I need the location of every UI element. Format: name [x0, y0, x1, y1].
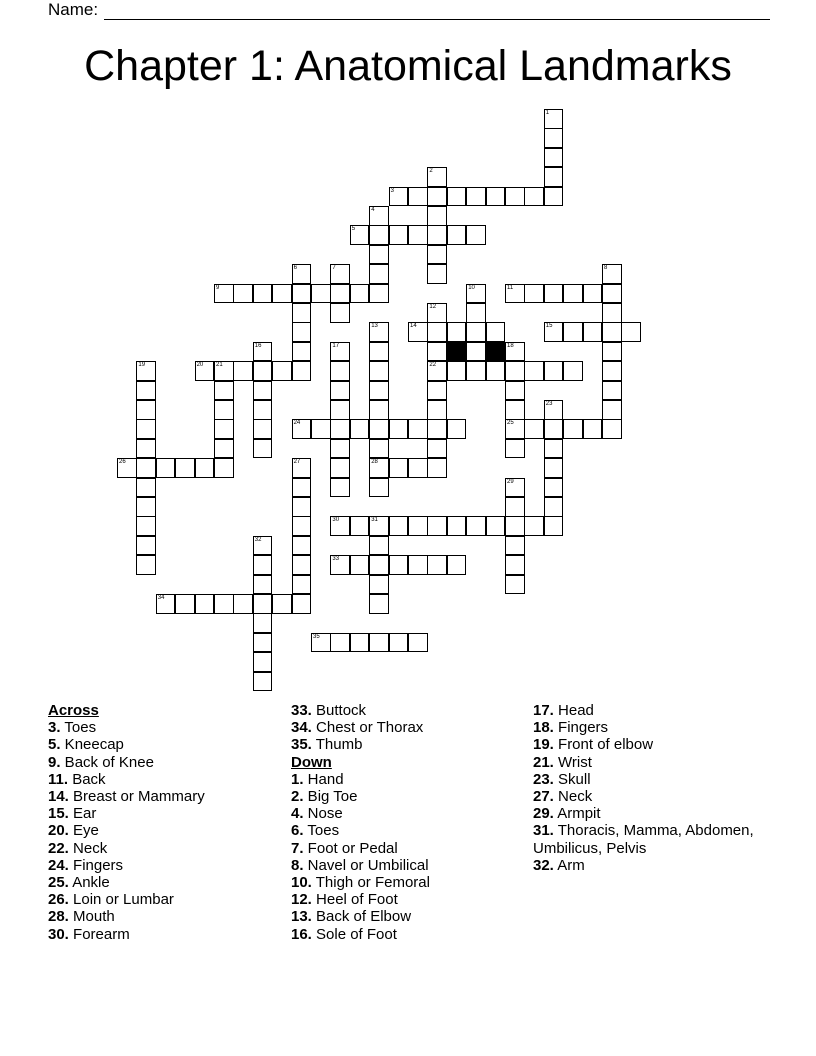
grid-cell[interactable]	[427, 322, 447, 342]
grid-cell[interactable]	[544, 419, 564, 439]
grid-cell[interactable]	[544, 439, 564, 459]
grid-cell[interactable]	[427, 381, 447, 401]
grid-cell[interactable]	[389, 516, 409, 536]
grid-cell[interactable]	[292, 575, 312, 595]
grid-cell[interactable]	[136, 478, 156, 498]
grid-cell[interactable]	[330, 400, 350, 420]
grid-cell[interactable]	[563, 322, 583, 342]
grid-cell[interactable]	[486, 322, 506, 342]
grid-cell[interactable]	[447, 419, 467, 439]
grid-cell[interactable]	[292, 419, 312, 439]
grid-cell[interactable]	[505, 536, 525, 556]
grid-cell[interactable]	[524, 419, 544, 439]
grid-cell[interactable]	[505, 187, 525, 207]
grid-cell[interactable]	[563, 361, 583, 381]
grid-cell[interactable]	[330, 458, 350, 478]
grid-cell[interactable]	[583, 322, 603, 342]
grid-cell[interactable]	[136, 497, 156, 517]
grid-cell[interactable]	[369, 594, 389, 614]
grid-cell[interactable]	[427, 555, 447, 575]
grid-cell[interactable]	[408, 555, 428, 575]
grid-cell[interactable]	[253, 575, 273, 595]
grid-cell[interactable]	[156, 594, 176, 614]
clue-across-33: 33. Buttock	[291, 702, 367, 719]
grid-cell[interactable]	[505, 497, 525, 517]
grid-cell[interactable]	[369, 264, 389, 284]
grid-cell[interactable]	[427, 342, 447, 362]
grid-cell[interactable]	[466, 361, 486, 381]
grid-cell[interactable]	[369, 458, 389, 478]
grid-cell[interactable]	[136, 458, 156, 478]
clue-down-13: 13. Back of Elbow	[291, 908, 412, 926]
grid-cell[interactable]	[427, 187, 447, 207]
grid-cell[interactable]	[350, 284, 370, 304]
grid-cell[interactable]	[233, 284, 253, 304]
page-title: Chapter 1: Anatomical Landmarks	[84, 42, 732, 90]
grid-cell[interactable]	[292, 303, 312, 323]
grid-cell[interactable]	[272, 361, 292, 381]
grid-cell[interactable]	[447, 361, 467, 381]
grid-cell[interactable]	[330, 419, 350, 439]
grid-cell[interactable]	[389, 225, 409, 245]
grid-cell[interactable]	[253, 284, 273, 304]
grid-cell[interactable]	[544, 361, 564, 381]
grid-cell[interactable]	[408, 419, 428, 439]
clue-down-8: 8. Navel or Umbilical	[291, 856, 429, 874]
grid-cell[interactable]	[253, 672, 273, 692]
grid-cell[interactable]	[466, 303, 486, 323]
grid-cell[interactable]	[389, 458, 409, 478]
clue-down-32: 32. Arm	[533, 856, 585, 874]
clue-down-10: 10. Thigh or Femoral	[291, 874, 430, 892]
grid-cell[interactable]	[253, 342, 273, 362]
grid-cell[interactable]	[292, 594, 312, 614]
clue-across-20: 20. Eye	[48, 822, 99, 840]
grid-cell[interactable]	[253, 555, 273, 575]
grid-cell[interactable]	[602, 400, 622, 420]
clue-across-24: 24. Fingers	[48, 856, 124, 874]
grid-cell[interactable]	[233, 361, 253, 381]
clue-number: 2	[429, 168, 433, 175]
clue-across-9: 9. Back of Knee	[48, 753, 154, 771]
grid-cell[interactable]	[350, 419, 370, 439]
grid-cell[interactable]	[330, 303, 350, 323]
grid-cell[interactable]	[583, 419, 603, 439]
grid-cell[interactable]	[136, 555, 156, 575]
grid-cell[interactable]	[505, 342, 525, 362]
grid-cell[interactable]	[214, 439, 234, 459]
clue-number: 19	[138, 362, 146, 369]
grid-cell[interactable]	[369, 439, 389, 459]
grid-cell[interactable]	[563, 419, 583, 439]
name-input-line[interactable]	[104, 3, 770, 20]
grid-cell[interactable]	[524, 361, 544, 381]
clue-across-26: 26. Loin or Lumbar	[48, 891, 174, 909]
grid-cell[interactable]	[427, 303, 447, 323]
clue-down-31: 31. Thoracis, Mamma, Abdomen, Umbilicus, Pelvis	[533, 822, 754, 857]
grid-cell[interactable]	[408, 633, 428, 653]
grid-cell[interactable]	[136, 419, 156, 439]
grid-cell[interactable]	[427, 225, 447, 245]
grid-cell[interactable]	[466, 322, 486, 342]
clue-number: 14	[410, 323, 417, 330]
grid-cell[interactable]	[253, 419, 273, 439]
grid-cell[interactable]	[253, 439, 273, 459]
clue-down-23: 23. Skull	[533, 770, 591, 788]
grid-cell[interactable]	[253, 594, 273, 614]
grid-cell[interactable]	[583, 284, 603, 304]
grid-cell[interactable]	[253, 613, 273, 633]
grid-cell[interactable]	[602, 342, 622, 362]
clue-number: 33	[332, 556, 340, 563]
clue-number: 4	[371, 207, 375, 213]
grid-cell[interactable]	[136, 381, 156, 401]
grid-cell[interactable]	[330, 516, 350, 536]
grid-cell[interactable]	[369, 342, 389, 362]
grid-cell[interactable]	[136, 361, 156, 381]
grid-cell[interactable]	[602, 381, 622, 401]
grid-cell[interactable]	[292, 516, 312, 536]
grid-cell[interactable]	[447, 516, 467, 536]
grid-cell[interactable]	[563, 284, 583, 304]
clue-number: 11	[507, 284, 514, 291]
grid-cell[interactable]	[214, 594, 234, 614]
grid-cell[interactable]	[389, 633, 409, 653]
grid-cell[interactable]	[505, 439, 525, 459]
grid-cell[interactable]	[369, 206, 389, 226]
clue-down-1: 1. Hand	[291, 770, 344, 788]
grid-cell[interactable]	[408, 322, 428, 342]
clue-number: 12	[429, 304, 437, 310]
grid-cell[interactable]	[505, 575, 525, 595]
clue-number: 20	[196, 362, 204, 369]
grid-cell[interactable]	[505, 419, 525, 439]
grid-cell[interactable]	[505, 284, 525, 304]
grid-cell[interactable]	[369, 419, 389, 439]
clues-column-2	[291, 702, 521, 943]
clue-across-15: 15. Ear	[48, 805, 97, 823]
clue-down-12: 12. Heel of Foot	[291, 891, 398, 909]
grid-cell[interactable]	[369, 536, 389, 556]
grid-cell[interactable]	[369, 400, 389, 420]
grid-cell[interactable]	[330, 264, 350, 284]
grid-cell[interactable]	[602, 264, 622, 284]
grid-cell[interactable]	[253, 361, 273, 381]
grid-cell[interactable]	[350, 225, 370, 245]
clue-number: 15	[545, 323, 553, 330]
grid-cell[interactable]	[544, 187, 564, 207]
grid-cell[interactable]	[544, 458, 564, 478]
clue-across-34: 34. Chest or Thorax	[291, 719, 424, 737]
clues-column-1	[48, 702, 278, 943]
grid-cell[interactable]	[311, 419, 331, 439]
grid-cell[interactable]	[330, 478, 350, 498]
clue-number: 13	[371, 323, 378, 330]
grid-cell[interactable]	[253, 400, 273, 420]
black-square	[486, 342, 506, 362]
grid-cell[interactable]	[505, 516, 525, 536]
grid-cell[interactable]	[524, 516, 544, 536]
clue-down-18: 18. Fingers	[533, 719, 609, 737]
grid-cell[interactable]	[466, 284, 486, 304]
grid-cell[interactable]	[369, 322, 389, 342]
clue-number: 21	[216, 362, 223, 369]
clue-down-7: 7. Foot or Pedal	[291, 839, 398, 857]
grid-cell[interactable]	[544, 109, 564, 129]
grid-cell[interactable]	[466, 225, 486, 245]
across-header: Across	[48, 702, 99, 719]
clue-number: 25	[507, 420, 514, 427]
clue-number: 8	[604, 265, 608, 272]
clue-across-30: 30. Forearm	[48, 925, 130, 943]
grid-cell[interactable]	[214, 419, 234, 439]
grid-cell[interactable]	[117, 458, 137, 478]
grid-cell[interactable]	[330, 555, 350, 575]
grid-cell[interactable]	[330, 381, 350, 401]
clue-number: 17	[332, 342, 340, 349]
grid-cell[interactable]	[214, 400, 234, 420]
grid-cell[interactable]	[292, 264, 312, 284]
grid-cell[interactable]	[311, 633, 331, 653]
grid-cell[interactable]	[350, 633, 370, 653]
grid-cell[interactable]	[602, 303, 622, 323]
grid-cell[interactable]	[408, 187, 428, 207]
grid-cell[interactable]	[195, 594, 215, 614]
clue-number: 31	[371, 517, 378, 524]
grid-cell[interactable]	[369, 225, 389, 245]
grid-cell[interactable]	[311, 284, 331, 304]
clue-across-35: 35. Thumb	[291, 736, 363, 754]
clue-down-6: 6. Toes	[291, 822, 340, 840]
grid-cell[interactable]	[292, 361, 312, 381]
name-label: Name:	[48, 0, 99, 19]
clue-across-22: 22. Neck	[48, 839, 108, 857]
grid-cell[interactable]	[602, 419, 622, 439]
clue-number: 18	[507, 342, 514, 349]
grid-cell[interactable]	[214, 381, 234, 401]
grid-cell[interactable]	[524, 284, 544, 304]
grid-cell[interactable]	[195, 361, 215, 381]
grid-cell[interactable]	[389, 419, 409, 439]
grid-cell[interactable]	[602, 322, 622, 342]
grid-cell[interactable]	[330, 342, 350, 362]
grid-cell[interactable]	[292, 536, 312, 556]
clue-number: 6	[293, 265, 297, 272]
grid-cell[interactable]	[466, 342, 486, 362]
grid-cell[interactable]	[369, 361, 389, 381]
grid-cell[interactable]	[621, 322, 641, 342]
grid-cell[interactable]	[350, 555, 370, 575]
grid-cell[interactable]	[330, 633, 350, 653]
grid-cell[interactable]	[292, 555, 312, 575]
clue-down-4: 4. Nose	[291, 805, 343, 823]
grid-cell[interactable]	[486, 187, 506, 207]
grid-cell[interactable]	[505, 381, 525, 401]
grid-cell[interactable]	[136, 536, 156, 556]
black-square	[447, 342, 467, 362]
clue-number: 9	[216, 284, 220, 291]
grid-cell[interactable]	[175, 594, 195, 614]
clue-number: 32	[254, 536, 262, 543]
clue-down-21: 21. Wrist	[533, 753, 592, 771]
grid-cell[interactable]	[602, 361, 622, 381]
grid-cell[interactable]	[544, 284, 564, 304]
grid-cell[interactable]	[214, 284, 234, 304]
clue-number: 22	[429, 362, 437, 369]
grid-cell[interactable]	[524, 187, 544, 207]
clue-across-3: 3. Toes	[48, 719, 97, 737]
grid-cell[interactable]	[466, 187, 486, 207]
clue-down-2: 2. Big Toe	[291, 788, 358, 806]
clue-across-25: 25. Ankle	[48, 874, 110, 892]
grid-cell[interactable]	[175, 458, 195, 478]
grid-cell[interactable]	[253, 381, 273, 401]
grid-cell[interactable]	[544, 128, 564, 148]
clue-down-29: 29. Armpit	[533, 805, 601, 823]
grid-cell[interactable]	[369, 575, 389, 595]
clue-down-16: 16. Sole of Foot	[291, 925, 397, 943]
grid-cell[interactable]	[408, 516, 428, 536]
grid-cell[interactable]	[408, 225, 428, 245]
grid-cell[interactable]	[136, 516, 156, 536]
clue-across-5: 5. Kneecap	[48, 736, 124, 754]
grid-cell[interactable]	[466, 516, 486, 536]
clue-across-11: 11. Back	[48, 770, 106, 788]
grid-cell[interactable]	[544, 167, 564, 187]
grid-cell[interactable]	[369, 555, 389, 575]
grid-cell[interactable]	[369, 284, 389, 304]
grid-cell[interactable]	[272, 284, 292, 304]
clue-down-17: 17. Head	[533, 702, 594, 719]
grid-cell[interactable]	[369, 633, 389, 653]
grid-cell[interactable]	[253, 652, 273, 672]
clue-number: 23	[545, 401, 553, 407]
grid-cell[interactable]	[389, 555, 409, 575]
grid-cell[interactable]	[292, 478, 312, 498]
clue-number: 29	[507, 478, 514, 485]
grid-cell[interactable]	[369, 516, 389, 536]
grid-cell[interactable]	[253, 633, 273, 653]
grid-cell[interactable]	[544, 478, 564, 498]
grid-cell[interactable]	[272, 594, 292, 614]
grid-cell[interactable]	[292, 497, 312, 517]
clue-number: 30	[332, 517, 340, 524]
clue-number: 28	[371, 459, 378, 466]
grid-cell[interactable]	[544, 148, 564, 168]
grid-cell[interactable]	[544, 322, 564, 342]
grid-cell[interactable]	[136, 439, 156, 459]
clue-number: 34	[157, 595, 165, 601]
grid-cell[interactable]	[447, 225, 467, 245]
clue-down-27: 27. Neck	[533, 788, 593, 806]
grid-cell[interactable]	[505, 361, 525, 381]
grid-cell[interactable]	[447, 555, 467, 575]
clue-across-28: 28. Mouth	[48, 908, 115, 926]
grid-cell[interactable]	[544, 516, 564, 536]
clue-number: 1	[545, 110, 550, 116]
grid-cell[interactable]	[427, 361, 447, 381]
clue-number: 3	[390, 187, 394, 194]
grid-cell[interactable]	[486, 361, 506, 381]
grid-cell[interactable]	[544, 400, 564, 420]
grid-cell[interactable]	[292, 342, 312, 362]
clue-number: 7	[332, 265, 336, 272]
grid-cell[interactable]	[447, 322, 467, 342]
grid-cell[interactable]	[233, 594, 253, 614]
clue-number: 24	[293, 420, 301, 427]
clue-number: 16	[254, 342, 262, 349]
grid-cell[interactable]	[330, 439, 350, 459]
name-line	[48, 0, 770, 20]
grid-cell[interactable]	[389, 187, 409, 207]
clue-down-19: 19. Front of elbow	[533, 736, 654, 754]
grid-cell[interactable]	[505, 555, 525, 575]
clue-number: 5	[351, 226, 356, 233]
grid-cell[interactable]	[214, 361, 234, 381]
clue-number: 27	[293, 459, 301, 466]
grid-cell[interactable]	[214, 458, 234, 478]
grid-cell[interactable]	[408, 458, 428, 478]
grid-cell[interactable]	[369, 478, 389, 498]
grid-cell[interactable]	[136, 400, 156, 420]
grid-cell[interactable]	[427, 400, 447, 420]
grid-cell[interactable]	[369, 245, 389, 265]
grid-cell[interactable]	[156, 458, 176, 478]
clue-across-14: 14. Breast or Mammary	[48, 788, 205, 806]
grid-cell[interactable]	[505, 478, 525, 498]
grid-cell[interactable]	[427, 419, 447, 439]
grid-cell[interactable]	[427, 439, 447, 459]
grid-cell[interactable]	[427, 167, 447, 187]
grid-cell[interactable]	[292, 284, 312, 304]
grid-cell[interactable]	[427, 516, 447, 536]
grid-cell[interactable]	[195, 458, 215, 478]
grid-cell[interactable]	[292, 322, 312, 342]
grid-cell[interactable]	[427, 458, 447, 478]
grid-cell[interactable]	[427, 206, 447, 226]
grid-cell[interactable]	[369, 381, 389, 401]
clue-number: 26	[119, 459, 126, 466]
grid-cell[interactable]	[350, 516, 370, 536]
down-header: Down	[291, 753, 332, 771]
grid-cell[interactable]	[292, 458, 312, 478]
grid-cell[interactable]	[330, 284, 350, 304]
grid-cell[interactable]	[253, 536, 273, 556]
grid-cell[interactable]	[544, 497, 564, 517]
grid-cell[interactable]	[447, 187, 467, 207]
clues-column-3	[533, 702, 773, 874]
grid-cell[interactable]	[427, 264, 447, 284]
grid-cell[interactable]	[486, 516, 506, 536]
grid-cell[interactable]	[427, 245, 447, 265]
grid-cell[interactable]	[330, 361, 350, 381]
grid-cell[interactable]	[602, 284, 622, 304]
clue-number: 35	[313, 633, 320, 640]
clue-number: 10	[468, 284, 475, 291]
grid-cell[interactable]	[505, 400, 525, 420]
